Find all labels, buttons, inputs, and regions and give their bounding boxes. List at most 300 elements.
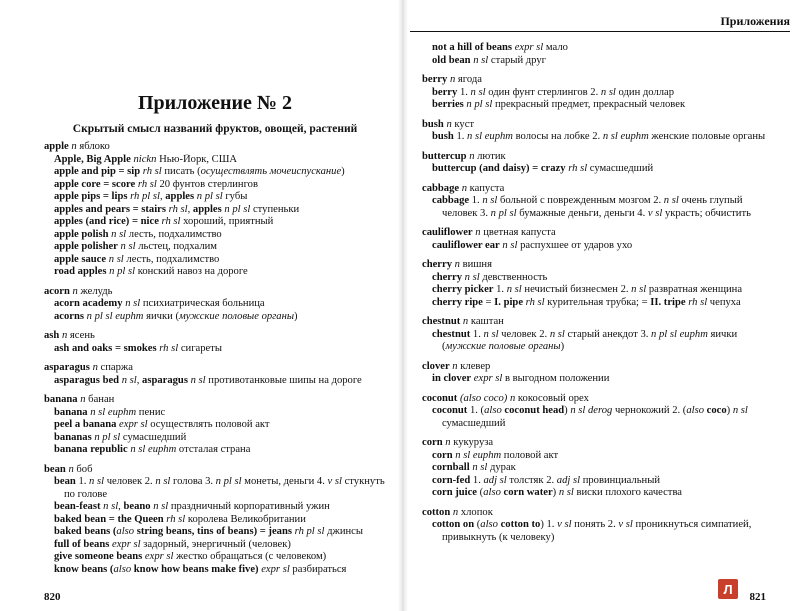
publisher-logo-icon (718, 579, 738, 599)
label-text: adj sl (480, 474, 507, 486)
headword-text: bean (44, 463, 66, 475)
term-text: apples (and rice) = nice (54, 216, 159, 227)
gloss-text: человек 2. (498, 328, 548, 340)
term-text: asparagus bed (54, 374, 120, 386)
dictionary-entry (44, 330, 386, 355)
term-text: asparagus (142, 374, 188, 386)
term-text: full of beans (54, 538, 110, 550)
gloss-text: голова 3. (170, 476, 214, 487)
headword-text: coconut (422, 392, 458, 404)
label-text: expr sl (258, 563, 290, 575)
label-text: n sl (499, 239, 518, 251)
term-text: apple and pip = sip (54, 166, 141, 177)
sense-line (44, 444, 386, 457)
entry-headword (44, 286, 386, 299)
sense-line (44, 154, 386, 167)
sense-line (422, 373, 780, 386)
label-text: expr sl (142, 551, 174, 562)
term-text: corn (432, 449, 453, 461)
gloss-text: ) (341, 166, 345, 177)
headword-text: buttercup (422, 150, 467, 162)
headword-pos: n (442, 437, 451, 448)
headword-gloss: боб (73, 463, 93, 475)
term-text: apples and pears = stairs (54, 203, 166, 215)
label-text: n pl sl (488, 207, 517, 219)
gloss-text: лесть, подхалимство (126, 228, 222, 240)
label-text: rh sl (523, 296, 545, 308)
term-text: corn-fed (432, 474, 471, 486)
gloss-text: женские половые органы (648, 131, 766, 142)
headword-text: cauliflower (422, 227, 473, 238)
sense-line (44, 343, 386, 356)
label-text: n sl euphm (452, 449, 502, 461)
label-text: rh sl (565, 163, 588, 174)
label-text: rh sl (685, 296, 708, 308)
continued-entry (422, 42, 780, 67)
sense-line (44, 514, 386, 527)
gloss-text: 20 фунтов стерлингов (156, 178, 258, 190)
entry-headword (44, 394, 386, 407)
term-text: beano (123, 501, 151, 512)
gloss-text: 1. (75, 476, 87, 487)
gloss-text: праздничный корпоративный ужин (168, 501, 330, 512)
sense-line (422, 297, 780, 310)
label-text: v sl (645, 207, 663, 219)
gloss-text: отсталая страна (176, 444, 251, 455)
label-text: v sl (324, 476, 342, 487)
term-text: chestnut (432, 328, 471, 340)
term-text: berries (432, 99, 464, 110)
gloss-text: яички ( (143, 310, 179, 322)
label-text: n sl (117, 241, 136, 252)
headword-gloss: кукуруза (450, 437, 494, 448)
sense-line (44, 179, 386, 192)
term-text: cauliflower ear (432, 239, 500, 251)
headword-gloss: куст (451, 118, 475, 130)
entry-headword (422, 316, 780, 329)
label-text: n sl (598, 86, 616, 98)
sense-line (422, 487, 780, 500)
sense-line (422, 475, 780, 488)
label-text: n sl (504, 284, 522, 295)
term-text: Apple, Big Apple (54, 153, 131, 165)
right-entry-list (422, 74, 780, 544)
label-text: n sl derog (567, 405, 613, 416)
term-text: apples (192, 203, 222, 215)
gloss-text: = (482, 296, 495, 308)
term-text: road apples (54, 266, 107, 277)
term-text: apple sauce (54, 253, 107, 265)
gloss-text: , (159, 191, 166, 202)
gloss-text: , (136, 374, 143, 386)
headword-gloss: клевер (457, 360, 491, 372)
term-text: give someone beans (54, 551, 143, 562)
dictionary-entry (422, 227, 780, 252)
label-text: n sl (661, 195, 679, 206)
dictionary-entry (422, 259, 780, 309)
headword-gloss: лютик (474, 150, 506, 162)
headword-gloss: спаржа (97, 362, 133, 373)
label-text: n sl (119, 374, 137, 386)
gloss-text: сумасшедший (587, 163, 654, 174)
sense-line (44, 166, 386, 179)
term-text: cabbage (432, 195, 470, 206)
label-text: n sl (730, 405, 748, 416)
dictionary-entry (422, 393, 780, 431)
label-text: also (113, 563, 132, 575)
label-text: n sl euphm (127, 444, 177, 455)
term-text: acorn academy (54, 298, 123, 309)
gloss-text: хороший, приятный (180, 216, 274, 227)
sense-line (44, 191, 386, 204)
gloss-text: разбираться (289, 563, 347, 575)
sense-line (44, 526, 386, 539)
headword-pos: n (59, 330, 68, 341)
gloss-text: ) (552, 487, 557, 498)
gloss-text: старый друг (488, 54, 546, 66)
dictionary-entry (44, 141, 386, 279)
term-text: buttercup (and daisy) = crazy (432, 163, 566, 174)
dictionary-entry (422, 507, 780, 545)
gloss-text: 1. (469, 195, 480, 206)
dictionary-entry (422, 316, 780, 354)
label-text: n pl sl (221, 203, 251, 215)
term-text: banana republic (54, 444, 128, 455)
term-text: cherry (432, 271, 462, 283)
term-text: corn juice (432, 487, 478, 498)
gloss-text: прекрасный предмет, прекрасный человек (492, 99, 686, 110)
sense-line (44, 311, 386, 324)
sense-line (44, 501, 386, 514)
headword-pos: n (452, 259, 460, 270)
entry-headword (422, 151, 780, 164)
term-text: peel a banana (54, 419, 117, 430)
sense-line (422, 284, 780, 297)
term-text: apple core = score (54, 178, 136, 190)
label-text: rh sl (158, 216, 181, 227)
gloss-text: волосы на лобке 2. (512, 131, 601, 142)
label-text: adj sl (554, 474, 581, 486)
sense-line (44, 407, 386, 420)
label-text: n sl (150, 501, 169, 512)
sense-line (44, 254, 386, 267)
term-text: bananas (54, 431, 92, 443)
headword-pos: n (459, 182, 468, 194)
label-text: n sl (628, 284, 647, 295)
headword-gloss: банан (85, 394, 115, 405)
page-number-left: 820 (44, 591, 61, 603)
gloss-text: в выгодном положении (502, 373, 610, 384)
term-text: cornball (432, 462, 470, 473)
headword-text: berry (422, 74, 448, 85)
sense-line (422, 450, 780, 463)
gloss-text: , (187, 203, 193, 215)
headword-gloss: яблоко (76, 141, 110, 152)
gloss-text: конский навоз на дороге (135, 266, 248, 277)
sense-line (422, 87, 780, 100)
entry-headword (422, 507, 780, 520)
sense-line (44, 229, 386, 242)
entry-headword (422, 361, 780, 374)
term-text: bean (54, 476, 76, 487)
label-text: n pl sl (194, 191, 223, 202)
sense-line (422, 240, 780, 253)
term-text: I. pipe (494, 296, 524, 308)
sense-line (422, 99, 780, 112)
book-gutter (398, 0, 408, 611)
term-text: string beans, tins of beans) = jeans (134, 526, 292, 537)
gloss-text: девственность (479, 271, 548, 283)
headword-pos: n (77, 394, 86, 405)
gloss-text: украсть; обчистить (662, 207, 751, 219)
sense-line (422, 329, 780, 354)
headword-gloss: каштан (468, 316, 504, 327)
sense-line (44, 241, 386, 254)
label-text: n pl sl (91, 431, 121, 443)
entry-headword (422, 183, 780, 196)
right-page (408, 0, 800, 611)
term-text: ash and oaks = smokes (54, 342, 157, 354)
sense-line (44, 419, 386, 432)
gloss-text: ( (477, 487, 484, 498)
label-text: n sl euphm (87, 406, 137, 418)
sense-line (44, 539, 386, 552)
term-text: coconut head (501, 405, 565, 416)
gloss-text: ) (564, 405, 568, 416)
term-text: know how beans make five) (131, 563, 259, 575)
label-text: also (116, 526, 135, 537)
dictionary-entry (44, 362, 386, 387)
headword-pos: n (447, 74, 456, 85)
dictionary-entry (422, 361, 780, 386)
label-text: n sl euphm (464, 131, 513, 142)
gloss-text: очень глупый человек 3. (442, 195, 743, 219)
gloss-text: распухшее от ударов ухо (517, 239, 633, 251)
gloss-text: половой акт (501, 449, 559, 461)
dictionary-entry (422, 183, 780, 221)
label-text: rh sl (140, 166, 162, 177)
label-text: v sl (615, 519, 633, 530)
headword-pos: n (466, 150, 475, 162)
entry-headword (44, 141, 386, 154)
headword-pos: n (460, 316, 469, 327)
headword-pos: (also coco) n (457, 392, 516, 404)
headword-pos: n (449, 360, 458, 372)
left-entry-list (44, 141, 386, 576)
entry-headword (422, 119, 780, 132)
gloss-text: писать ( (161, 166, 201, 177)
gloss-text: 1. (470, 328, 481, 340)
gloss-text: сигареты (178, 342, 223, 354)
sense-line (44, 476, 386, 501)
gloss-text: ) (294, 310, 298, 322)
term-text: cotton to (497, 519, 541, 530)
label-text: n sl (106, 253, 124, 265)
label-text: n sl (152, 476, 171, 487)
gloss-text: пенис (136, 406, 166, 418)
gloss-text: противотанковые шипы на дороге (205, 374, 362, 386)
term-text: old bean (432, 54, 471, 66)
label-text: expr sl (471, 373, 503, 384)
label-text: n sl (187, 374, 206, 386)
sense-line (422, 272, 780, 285)
headword-text: cherry (422, 259, 452, 270)
entry-headword (44, 464, 386, 477)
headword-pos: n (89, 362, 98, 373)
sense-line (44, 375, 386, 388)
label-text: мужские половые органы (178, 310, 295, 322)
headword-gloss: ясень (67, 330, 95, 341)
headword-pos: n (450, 506, 459, 518)
dictionary-entry (422, 119, 780, 144)
gloss-text: жестко обращаться (с человеком) (173, 551, 327, 562)
entry-headword (422, 227, 780, 240)
gloss-text: 1. (453, 131, 465, 142)
headword-gloss: желудь (77, 285, 113, 297)
gloss-text: бумажные деньги, деньги 4. (516, 207, 646, 219)
gloss-text: королева Великобритании (185, 513, 306, 525)
gloss-text: сумасшедший (120, 431, 187, 443)
term-text: cherry picker (432, 284, 494, 295)
gloss-text: один доллар (615, 86, 675, 98)
page-number-right: 821 (749, 591, 766, 603)
term-text: not a hill of beans (432, 42, 513, 53)
label-text: n pl sl euphm (84, 310, 144, 322)
term-text: apple polish (54, 228, 109, 240)
sense-line (44, 551, 386, 564)
gloss-text: чернокожий 2. ( (612, 405, 687, 416)
label-text: n pl sl (106, 266, 136, 277)
term-text: II. tripe (650, 296, 686, 308)
label-text: n sl (122, 298, 141, 309)
headword-pos: n (65, 463, 74, 475)
logo-letter: Л (723, 581, 733, 597)
entry-headword (422, 74, 780, 87)
dictionary-entry (44, 394, 386, 457)
label-text: n sl (547, 328, 565, 340)
entry-headword (422, 259, 780, 272)
dictionary-entry (44, 464, 386, 577)
sense-line (422, 131, 780, 144)
label-text: мужские половые органы (445, 341, 561, 352)
label-text: n pl sl euphm (648, 328, 708, 340)
headword-text: chestnut (422, 316, 461, 327)
dictionary-entry (422, 151, 780, 176)
headword-text: cotton (422, 506, 451, 518)
gloss-text: 1. (493, 284, 505, 295)
term-text: baked bean = the Queen (54, 513, 164, 525)
term-text: cotton on (432, 519, 475, 530)
headword-gloss: вишня (459, 259, 492, 270)
gloss-text: ) (560, 341, 565, 352)
entry-headword (44, 330, 386, 343)
headword-gloss: ягода (455, 74, 482, 85)
headword-text: apple (44, 141, 69, 152)
gloss-text: осуществлять половой акт (147, 419, 270, 430)
gloss-text: виски плохого качества (573, 487, 683, 498)
term-text: acorns (54, 310, 85, 322)
label-text: v sl (554, 519, 572, 530)
gloss-text: понять 2. (571, 519, 616, 530)
label-text: expr sl (109, 538, 141, 550)
gloss-text: ступеньки (250, 203, 300, 215)
label-text: rh sl (156, 342, 179, 354)
label-text: rh pl sl (291, 526, 325, 537)
label-text: nickn (130, 153, 157, 165)
label-text: also (480, 519, 498, 530)
gloss-text: один фунт стерлингов 2. (485, 86, 599, 98)
gloss-text: ) 1. (540, 519, 555, 530)
gloss-text: человек 2. (104, 476, 153, 487)
headword-text: clover (422, 360, 450, 372)
term-text: coconut (432, 405, 468, 416)
gloss-text: задорный, энергичный (человек) (140, 538, 291, 550)
term-text: bush (432, 131, 454, 142)
term-text: cherry ripe (432, 296, 483, 308)
gloss-text: дурак (487, 462, 516, 473)
term-text: berry (432, 86, 458, 98)
gloss-text: яички ( (442, 328, 738, 352)
label-text: n sl (469, 462, 488, 473)
sense-line (422, 195, 780, 220)
headword-gloss: цветная капуста (480, 227, 556, 238)
dictionary-entry (422, 74, 780, 112)
gloss-text: психиатрическая больница (140, 298, 265, 309)
headword-pos: n (69, 285, 78, 297)
gloss-text: 1. (470, 474, 481, 486)
gloss-text: сумасшедший (442, 417, 506, 429)
term-text: apples (165, 191, 195, 202)
entry-headword (422, 393, 780, 406)
term-text: corn water (500, 487, 553, 498)
sense-line (44, 204, 386, 217)
label-text: rh sl (166, 203, 188, 215)
label-text: n sl (462, 271, 480, 283)
sense-line (422, 405, 780, 430)
headword-pos: n (472, 227, 481, 238)
gloss-text: льстец, подхалим (135, 241, 217, 252)
label-text: rh sl (135, 178, 157, 190)
sense-line (44, 216, 386, 229)
sense-line (44, 432, 386, 445)
sense-line (44, 564, 386, 577)
label-text: also (483, 487, 501, 498)
gloss-text: , (118, 501, 124, 512)
headword-pos: n (443, 118, 452, 130)
term-text: baked beans ( (54, 526, 117, 537)
term-text: coco (704, 405, 727, 416)
gloss-text: ( (474, 519, 481, 530)
headword-text: bush (422, 118, 444, 130)
gloss-text: проникнуться симпатией, привыкнуть (к человеку) (442, 519, 752, 543)
gloss-text: чепуха (707, 296, 741, 308)
headword-text: acorn (44, 285, 70, 297)
gloss-text: больной с поврежденным мозгом 2. (497, 195, 662, 206)
gloss-text: провинциальный (580, 474, 661, 486)
label-text: n sl (108, 228, 127, 240)
gloss-text: курительная трубка; = (544, 296, 651, 308)
label-text: rh pl sl (127, 191, 160, 202)
label-text: rh sl (163, 513, 186, 525)
gloss-text: лесть, подхалимство (123, 253, 220, 265)
term-text: apple polisher (54, 241, 118, 252)
label-text: n sl (86, 476, 105, 487)
headword-gloss: хлопок (458, 506, 493, 518)
gloss-text: развратная женщина (646, 284, 743, 295)
label-text: n sl (470, 54, 489, 66)
headword-text: banana (44, 394, 78, 405)
appendix-subtitle: Скрытый смысл названий фруктов, овощей, растений (72, 123, 358, 135)
